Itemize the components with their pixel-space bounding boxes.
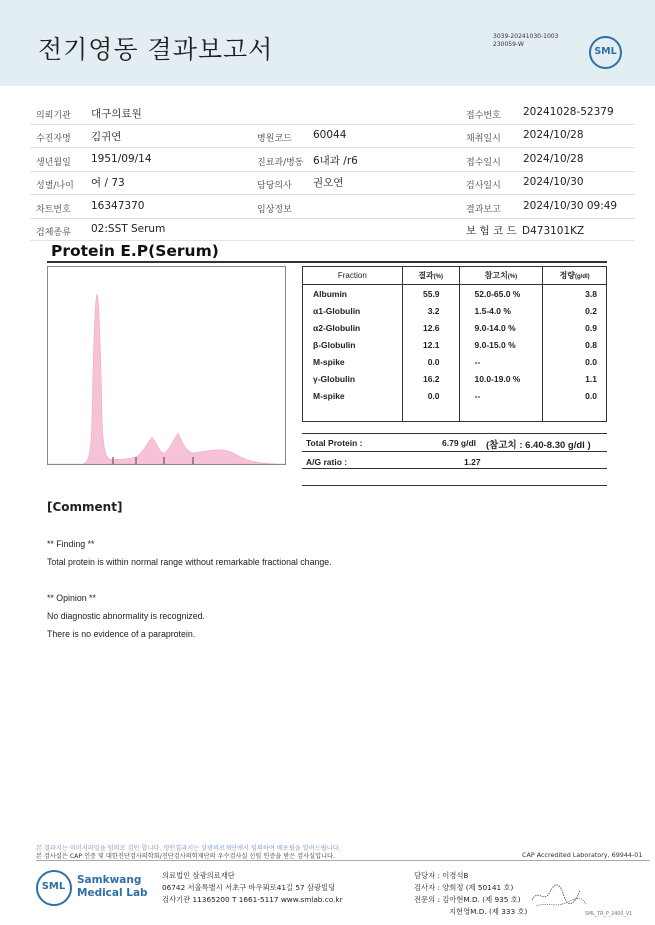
fraction-name: Albumin [303, 285, 403, 303]
electrophoresis-trace [48, 267, 285, 464]
electrophoresis-graph [47, 266, 286, 465]
fraction-result: 12.1 [402, 336, 459, 353]
fraction-ref: 1.5-4.0 % [459, 302, 543, 319]
fraction-ref: 9.0-14.0 % [459, 319, 543, 336]
protein-curve [48, 294, 285, 464]
fraction-name: β-Globulin [303, 336, 403, 353]
fraction-conc: 1.1 [543, 370, 607, 387]
specimen-value: 02:SST Serum [91, 223, 166, 235]
fraction-result: 55.9 [402, 285, 459, 303]
fraction-conc: 0.0 [543, 353, 607, 370]
report-date-value: 2024/10/30 09:49 [523, 200, 618, 212]
cap-accreditation: CAP Accredited Laboratory, 69944-01 [522, 851, 643, 859]
divider [302, 485, 607, 486]
fraction-name: α2-Globulin [303, 319, 403, 336]
fraction-name: γ-Globulin [303, 370, 403, 387]
form-code: SML_TR_P_2400_V1 [585, 912, 633, 917]
finding-heading: ** Finding ** [47, 539, 95, 549]
table-row [303, 319, 607, 336]
doctor-label: 담당의사 [257, 181, 292, 191]
fraction-ref: -- [459, 353, 543, 370]
collect-date-value: 2024/10/28 [523, 129, 584, 141]
fraction-ref [459, 404, 543, 422]
collect-date-label: 채취일시 [466, 134, 501, 144]
section-underline [47, 261, 607, 263]
divider [30, 124, 635, 125]
clinical-label: 임상정보 [257, 205, 292, 215]
ag-ratio-value: 1.27 [464, 457, 481, 467]
opinion-line-2: There is no evidence of a paraprotein. [47, 629, 196, 639]
header-reference: 참고치(%) [459, 267, 543, 285]
footer-manager: 담당자 : 이경석B [414, 871, 469, 880]
header-concentration: 정량(g/dl) [543, 267, 607, 285]
divider [302, 433, 607, 434]
table-row [303, 353, 607, 370]
table-row [303, 285, 607, 303]
table-row [303, 387, 607, 404]
fraction-result [402, 404, 459, 422]
table-row [303, 404, 607, 422]
fraction-conc: 0.2 [543, 302, 607, 319]
fraction-conc: 0.9 [543, 319, 607, 336]
chart-no-value: 16347370 [91, 200, 145, 212]
insurance-value: D473101KZ [522, 225, 585, 237]
footer-brand-1: Samkwang [77, 874, 142, 886]
footer-notice-2: 본 검사실은 CAP 인증 및 대한진단검사의학회/진단검사의학재단의 우수검사실 신임 인증을 받은 검사실입니다. [36, 853, 335, 860]
footer-specialist-1: 전문의 : 김아현M.D. (제 935 호) [414, 895, 521, 904]
fraction-ref: -- [459, 387, 543, 404]
fraction-conc: 3.8 [543, 285, 607, 303]
finding-text: Total protein is within normal range without remarkable fractional change. [47, 557, 332, 567]
insurance-label: 보 험 코 드 [466, 225, 517, 237]
opinion-line-1: No diagnostic abnormality is recognized. [47, 611, 205, 621]
report-code-1: 3039-20241030-1003 [493, 33, 559, 40]
total-protein-label: Total Protein : [306, 438, 363, 448]
fraction-conc: 0.8 [543, 336, 607, 353]
institution-value: 대구의료원 [91, 108, 142, 120]
header-fraction: Fraction [303, 267, 403, 285]
divider [30, 194, 635, 195]
sex-age-value: 여 / 73 [91, 177, 125, 189]
table-row [303, 302, 607, 319]
footer-address: 06742 서울특별시 서초구 바우뫼로41길 57 삼광빌딩 [162, 883, 336, 892]
ag-ratio-label: A/G ratio : [306, 457, 348, 467]
report-code-2: 230059-W [493, 41, 524, 48]
opinion-heading: ** Opinion ** [47, 593, 96, 603]
table-row [303, 370, 607, 387]
fraction-result: 12.6 [402, 319, 459, 336]
fraction-ref: 9.0-15.0 % [459, 336, 543, 353]
header-result: 결과(%) [402, 267, 459, 285]
comment-title: [Comment] [47, 500, 123, 514]
divider [302, 468, 607, 469]
footer-tester: 검사자 : 양희정 (제 50141 호) [414, 883, 514, 892]
footer-specialist-2: 지현영M.D. (제 333 호) [449, 907, 528, 916]
report-date-label: 결과보고 [466, 205, 501, 215]
institution-label: 의뢰기관 [36, 111, 71, 121]
divider [30, 147, 635, 148]
signature-icon [528, 880, 590, 912]
patient-label: 수진자명 [36, 134, 71, 144]
total-protein-ref: (참고치 : 6.40-8.30 g/dl ) [486, 440, 591, 451]
chart-no-label: 차트번호 [36, 205, 71, 215]
fraction-result: 0.0 [402, 353, 459, 370]
birth-value: 1951/09/14 [91, 153, 152, 165]
receipt-no-label: 접수번호 [466, 111, 501, 121]
divider [302, 451, 607, 452]
report-title: 전기영동 결과보고서 [38, 35, 274, 64]
specimen-label: 검체종류 [36, 228, 71, 238]
receipt-no-value: 20241028-52379 [523, 106, 614, 118]
fraction-name: M-spike [303, 387, 403, 404]
fraction-ref: 10.0-19.0 % [459, 370, 543, 387]
total-protein-value: 6.79 g/dl [442, 438, 477, 448]
birth-label: 생년월일 [36, 158, 71, 168]
footer-divider [36, 860, 650, 861]
fraction-name: α1-Globulin [303, 302, 403, 319]
doctor-value: 권오연 [313, 177, 344, 189]
footer-logo-text: SML [41, 881, 66, 892]
fraction-ref: 52.0-65.0 % [459, 285, 543, 303]
hospital-code-value: 60044 [313, 129, 347, 141]
receive-date-value: 2024/10/28 [523, 153, 584, 165]
divider [30, 218, 635, 219]
fraction-result: 0.0 [402, 387, 459, 404]
table-row [303, 336, 607, 353]
test-date-value: 2024/10/30 [523, 176, 584, 188]
receive-date-label: 접수일시 [466, 158, 501, 168]
dept-label: 진료과/병동 [257, 158, 304, 168]
test-date-label: 검사일시 [466, 181, 501, 191]
results-table [302, 266, 607, 422]
sex-age-label: 성별/나이 [36, 181, 74, 191]
fraction-result: 16.2 [402, 370, 459, 387]
fraction-conc: 0.0 [543, 387, 607, 404]
divider [30, 240, 635, 241]
fraction-name [303, 404, 403, 422]
sml-logo-icon [589, 36, 622, 69]
footer-sml-logo-icon [36, 870, 72, 906]
fraction-name: M-spike [303, 353, 403, 370]
logo-text: SML [594, 46, 617, 57]
hospital-code-label: 병원코드 [257, 134, 292, 144]
patient-value: 김귀연 [91, 131, 122, 143]
fraction-conc [543, 404, 607, 422]
footer-brand-2: Medical Lab [77, 887, 148, 899]
footer-phone: 검사기관 11365200 T 1661-5117 www.smlab.co.kr [162, 895, 343, 904]
footer-notice-1: 본 결과지는 이미지파일을 임의로 검인 합니다. 영인결과지는 삼광의료재단에서 임의하여 배포될을 알려드립니다. [36, 845, 341, 852]
section-title: Protein E.P(Serum) [51, 242, 219, 260]
footer-org: 의료법인 삼광의료재단 [162, 871, 235, 880]
divider [30, 171, 635, 172]
results-header-row [303, 267, 607, 285]
dept-value: 6내과 /r6 [313, 155, 358, 167]
fraction-result: 3.2 [402, 302, 459, 319]
